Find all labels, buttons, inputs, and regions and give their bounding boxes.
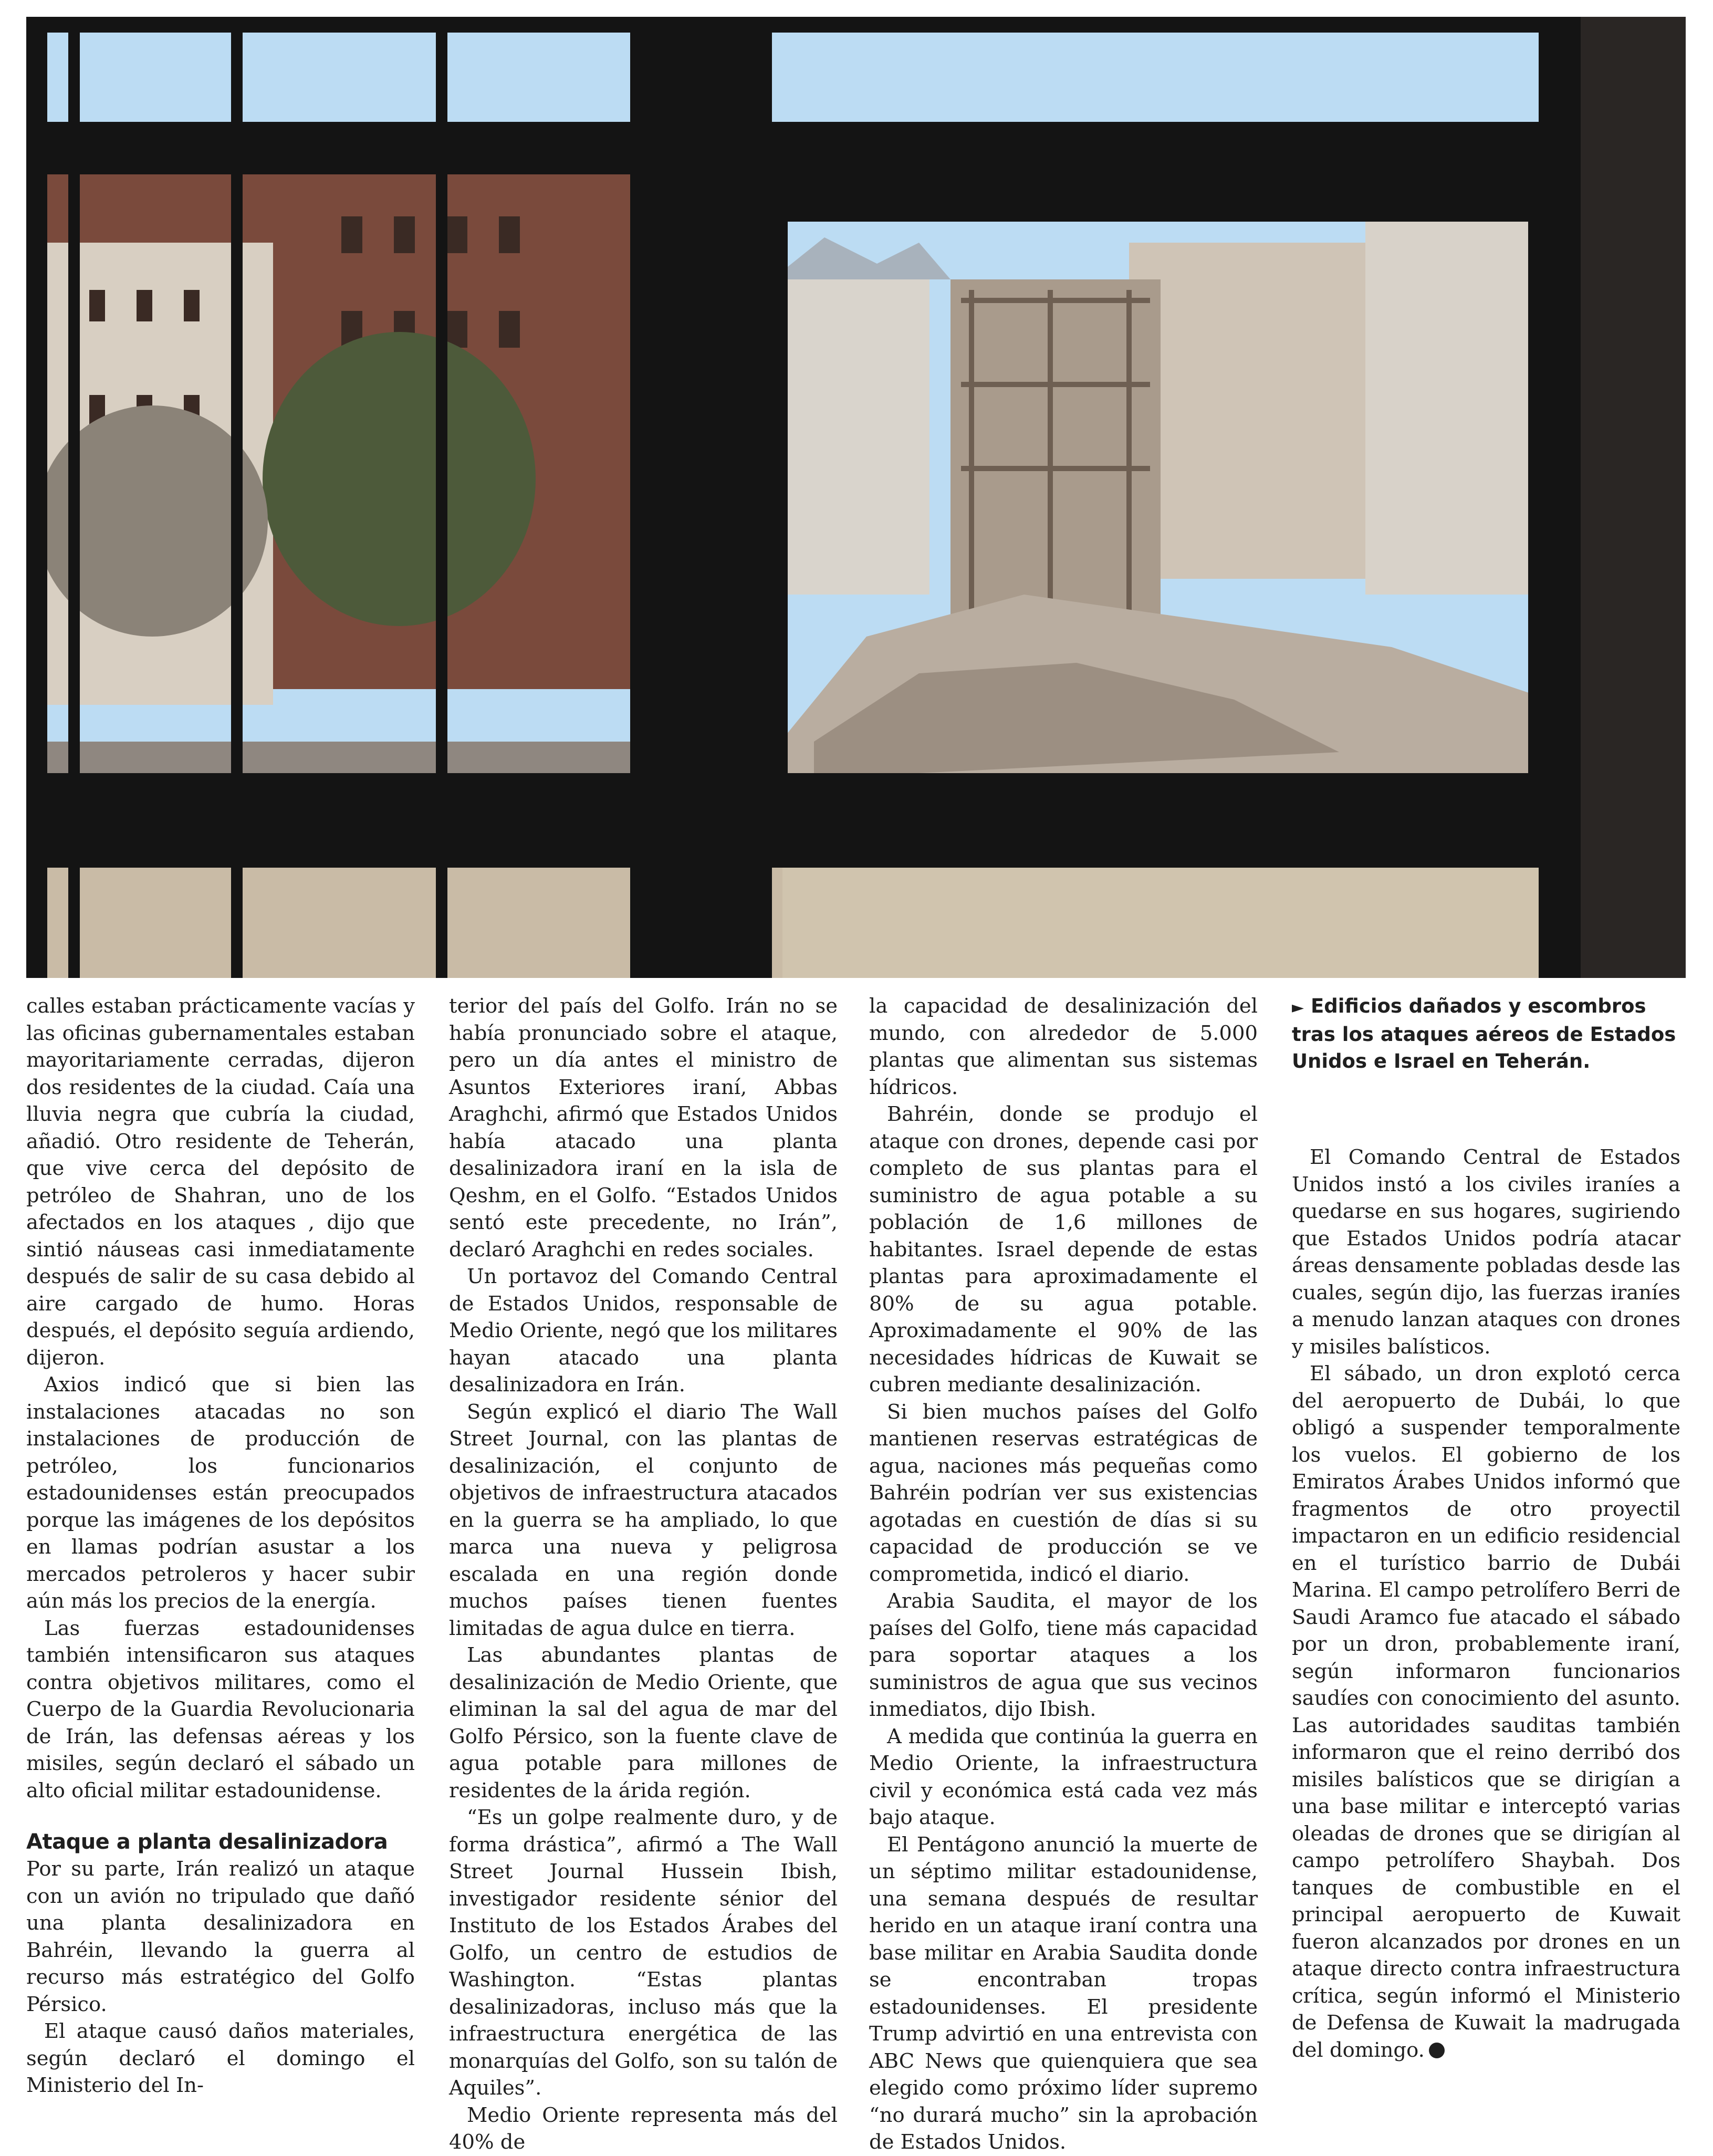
paragraph: Arabia Saudita, el mayor de los países del Golfo, tiene más capacidad para soportar ataques a los suministros de agua que sus vecinos inmediatos, dijo Ibish. [869,1589,1258,1721]
article-column-2 [449,993,838,2154]
paragraph: Medio Oriente representa más del 40% de [449,2103,838,2154]
end-of-article-icon [1429,2043,1445,2058]
paragraph [1292,1360,1680,2064]
paragraph: El ataque causó daños materiales, según declaró el domingo el Ministerio del In- [26,2019,415,2097]
paragraph: calles estaban prácticamente vacías y las oficinas gubernamentales estaban mayoritariamente cerradas, dijeron dos residentes de la ciudad. Caía una lluvia negra que cubría la ciudad, añadió. Otro residente de Teherán, que vive cerca del depósito de petróleo de Shahran, uno de los afectados en los ataques , dijo que sintió náuseas casi inmediatamente después de salir de su casa debido al aire cargado de humo. Horas después, el depósito seguía ardiendo, dijeron. [26,994,415,1370]
paragraph: El Comando Central de Estados Unidos instó a los civiles iraníes a quedarse en sus hogares, sugiriendo que Estados Unidos podría atacar áreas densamente pobladas desde las cuales, según dijo, las fuerzas iraníes a menudo lanzan ataques con drones y misiles balísticos. [1292,1145,1680,1359]
photo-illustration [26,17,1686,978]
paragraph: A medida que continúa la guerra en Medio Oriente, la infraestructura civil y económica está cada vez más bajo ataque. [869,1724,1258,1829]
article-column-4 [1292,993,1680,2062]
paragraph: Las abundantes plantas de desalinización de Medio Oriente, que eliminan la sal del agua de mar del Golfo Pérsico, son la fuente clave de agua potable para millones de residentes de la árida región. [449,1643,838,1803]
paragraph: la capacidad de desalinización del mundo, con alrededor de 5.000 plantas que alimentan sus sistemas hídricos. [869,994,1258,1099]
section-heading: Ataque a planta desalinizadora [26,1830,388,1854]
paragraph-text: El sábado, un dron explotó cerca del aeropuerto de Dubái, lo que obligó a suspender temporalmente los vuelos. El gobierno de los Emiratos Árabes Unidos informó que fragmentos de otro proyectil impactaron en un edificio residencial en el turístico barrio de Dubái Marina. El campo petrolífero Berri de Saudi Aramco fue atacado el sábado por un dron, probablemente iraní, según informaron funcionarios saudíes con conocimiento del asunto. Las autoridades sauditas también informaron que el reino derribó dos misiles balísticos que se dirigían a una base militar e interceptó varias oleadas de drones que se dirigían al campo petrolífero Shaybah. Dos tanques de combustible en el principal aeropuerto de Kuwait fueron alcanzados por drones en un ataque directo contra infraestructura crítica, según informó el Ministerio de Defensa de Kuwait la madrugada del domingo. [1292,1362,1680,2062]
paragraph: Según explicó el diario The Wall Street Journal, con las plantas de desalinización, el conjunto de objetivos de infraestructura atacados en la guerra se ha ampliado, lo que marca una nueva y peligrosa escalada en una región donde muchos países tienen fuentes limitadas de agua dulce en tierra. [449,1400,838,1640]
paragraph: Las fuerzas estadounidenses también intensificaron sus ataques contra objetivos militares, como el Cuerpo de la Guardia Revolucionaria de Irán, las defensas aéreas y los misiles, según declaró el sábado un alto oficial militar estadounidense. [26,1616,415,1803]
paragraph: Axios indicó que si bien las instalaciones atacadas no son instalaciones de producción de petróleo, los funcionarios estadounidenses están preocupados porque las imágenes de los depósitos en llamas podrían asustar a los mercados petroleros y hacer subir aún más los precios de la energía. [26,1373,415,1613]
paragraph: Un portavoz del Comando Central de Estados Unidos, responsable de Medio Oriente, negó que los militares hayan atacado una planta desalinizadora en Irán. [449,1265,838,1397]
caption-text: Edificios dañados y escombros tras los ataques aéreos de Estados Unidos e Israel en Teherán. [1292,995,1676,1072]
article-column-1 [26,993,415,2097]
photo-caption [1292,993,1680,1075]
caption-arrow-icon: ► [1292,998,1304,1017]
news-photo [26,17,1686,978]
article-column-3 [869,993,1258,2154]
paragraph: Si bien muchos países del Golfo mantienen reservas estratégicas de agua, naciones más pequeñas como Bahréin podrían ver sus existencias agotadas en cuestión de días si su capacidad de producción se ve comprometida, indicó el diario. [869,1400,1258,1586]
paragraph: terior del país del Golfo. Irán no se había pronunciado sobre el ataque, pero un día antes el ministro de Asuntos Exteriores iraní, Abbas Araghchi, afirmó que Estados Unidos había atacado una planta desalinizadora iraní en la isla de Qeshm, en el Golfo. “Estados Unidos sentó este precedente, no Irán”, declaró Araghchi en redes sociales. [449,994,838,1262]
paragraph: Por su parte, Irán realizó un ataque con un avión no tripulado que dañó una planta desalinizadora en Bahréin, llevando la guerra al recurso más estratégico del Golfo Pérsico. [26,1857,415,2016]
paragraph: “Es un golpe realmente duro, y de forma drástica”, afirmó a The Wall Street Journal Hussein Ibish, investigador residente sénior del Instituto de los Estados Árabes del Golfo, un centro de estudios de Washington. “Estas plantas desalinizadoras, incluso más que la infraestructura energética de las monarquías del Golfo, son su talón de Aquiles”. [449,1806,838,2100]
paragraph: El Pentágono anunció la muerte de un séptimo militar estadounidense, una semana después de resultar herido en un ataque iraní contra una base militar en Arabia Saudita donde se encontraban tropas estadounidenses. El presidente Trump advirtió en una entrevista con ABC News que quienquiera que sea elegido como próximo líder supremo “no durará mucho” sin la aprobación de Estados Unidos. [869,1832,1258,2154]
paragraph: Bahréin, donde se produjo el ataque con drones, depende casi por completo de sus plantas para el suministro de agua potable a su población de 1,6 millones de habitantes. Israel depende de estas plantas para aproximadamente el 80% de su agua potable. Aproximadamente el 90% de las necesidades hídricas de Kuwait se cubren mediante desalinización. [869,1102,1258,1397]
